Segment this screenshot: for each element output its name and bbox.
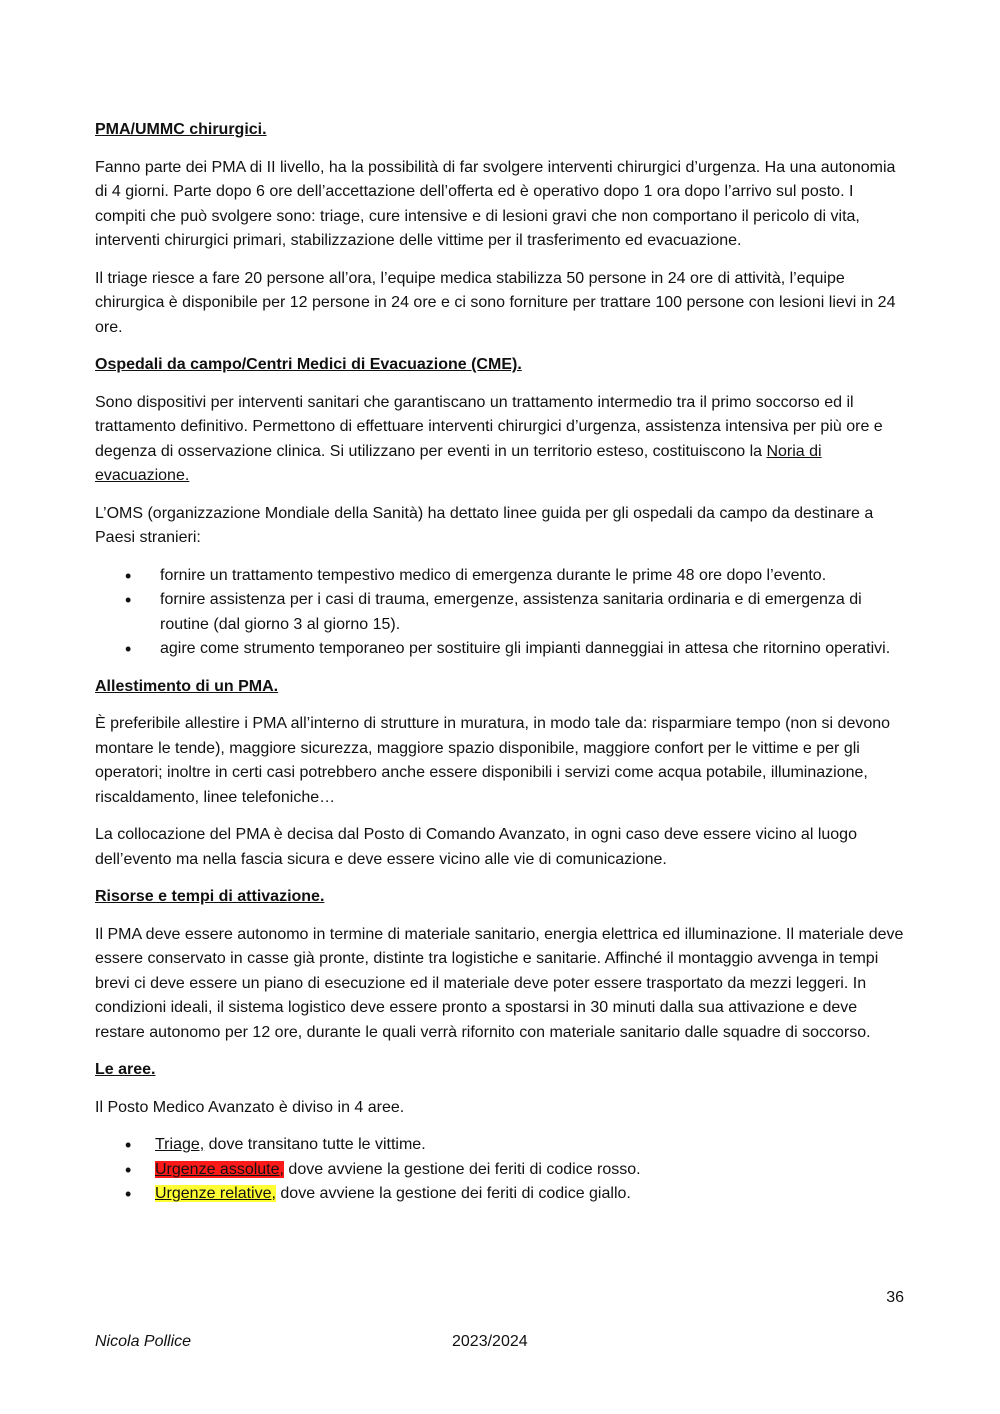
- bullet-icon: •: [125, 1159, 132, 1180]
- area-description: dove transitano tutte le vittime.: [204, 1136, 426, 1153]
- list-item-text: agire come strumento temporaneo per sostituire gli impianti danneggiai in attesa che ritornino operativi.: [160, 640, 891, 657]
- list-item: [95, 1182, 905, 1207]
- bullet-icon: •: [125, 1184, 132, 1204]
- section-heading-risorse: Risorse e tempi di attivazione.: [95, 888, 325, 905]
- page-number: 36: [886, 1289, 904, 1306]
- area-description: dove avviene la gestione dei feriti di codice rosso.: [283, 1160, 641, 1178]
- bullet-icon: •: [125, 565, 132, 586]
- footer-author: Nicola Pollice: [95, 1333, 192, 1350]
- paragraph: L’OMS (organizzazione Mondiale della Sanità) ha dettato linee guida per gli ospedali da campo da destinare a Paesi stranieri:: [95, 504, 874, 546]
- list-item-text: fornire un trattamento tempestivo medico di emergenza durante le prime 48 ore dopo l’evento.: [160, 566, 827, 584]
- list-item: [95, 588, 905, 637]
- area-term-triage: Triage,: [155, 1136, 205, 1153]
- underlined-term: Noria di evacuazione.: [95, 442, 822, 484]
- paragraph: Il PMA deve essere autonomo in termine di materiale sanitario, energia elettrica ed illuminazione. Il materiale deve essere conservato in casse già pronte, distinte tra logistiche e sanitarie. Affinché il montaggio avvenga in tempi brevi ci deve essere un piano di esecuzione ed il materiale deve poter essere trasportato da mezzi leggeri. In condizioni ideali, il sistema logistico deve essere pronto a spostarsi in 30 minuti dalla sua attivazione e deve restare autonomo per 12 ore, durante le quali verrà rifornito con materiale sanitario dalle squadre di soccorso.: [95, 925, 904, 1041]
- section-heading-allestimento: Allestimento di un PMA.: [95, 677, 279, 695]
- list-item: [95, 637, 905, 662]
- section-heading-pma-ummc: PMA/UMMC chirurgici.: [95, 121, 267, 138]
- section-heading-aree: Le aree.: [95, 1061, 156, 1078]
- paragraph-text: Sono dispositivi per interventi sanitari che garantiscano un trattamento intermedio tra il primo soccorso ed il trattamento definitivo. Permettono di effettuare interventi chirurgici d’urgenza, assistenza intensiva per più ore e degenza di osservazione clinica. Si utilizzano per eventi in un territorio esteso, costituiscono la: [95, 393, 883, 460]
- paragraph: Il Posto Medico Avanzato è diviso in 4 aree.: [95, 1098, 405, 1116]
- paragraph: Il triage riesce a fare 20 persone all’ora, l’equipe medica stabilizza 50 persone in 24 ore di attività, l’equipe chirurgica è disponibile per 12 persone in 24 ore e ci sono forniture per trattare 100 persone con lesioni lievi in 24 ore.: [95, 269, 896, 336]
- area-term-urgenze-assolute: Urgenze assolute,: [155, 1160, 284, 1178]
- paragraph: Fanno parte dei PMA di II livello, ha la possibilità di far svolgere interventi chirurgici d’urgenza. Ha una autonomia di 4 giorni. Parte dopo 6 ore dell’accettazione dell’offerta ed è operativo dopo 1 ora dopo l’arrivo sul posto. I compiti che può svolgere sono: triage, cure intensive e di lesioni gravi che non comportano il pericolo di vita, interventi chirurgici primari, stabilizzazione delle vittime per il trasferimento ed evacuazione.: [95, 158, 896, 249]
- bullet-icon: •: [125, 639, 132, 659]
- list-item: [95, 1158, 905, 1183]
- bullet-icon: •: [125, 590, 132, 610]
- paragraph: La collocazione del PMA è decisa dal Posto di Comando Avanzato, in ogni caso deve essere vicino al luogo dell’evento ma nella fascia sicura e deve essere vicino alle vie di comunicazione.: [95, 826, 857, 868]
- bullet-list: [95, 564, 905, 662]
- bullet-icon: •: [125, 1135, 132, 1155]
- list-item: [95, 564, 905, 589]
- area-description: dove avviene la gestione dei feriti di codice giallo.: [275, 1185, 631, 1202]
- list-item-text: fornire assistenza per i casi di trauma, emergenze, assistenza sanitaria ordinaria e di emergenza di routine (dal giorno 3 al giorno 15).: [160, 591, 862, 633]
- paragraph: [95, 391, 905, 489]
- document-body: [95, 118, 905, 1207]
- paragraph: È preferibile allestire i PMA all’interno di strutture in muratura, in modo tale da: risparmiare tempo (non si devono montare le tende), maggiore sicurezza, maggiore spazio disponibile, maggiore confort per le vittime e per gli operatori; inoltre in certi casi potrebbero anche essere disponibili i servizi come acqua potabile, illuminazione, riscaldamento, linee telefoniche…: [95, 715, 891, 806]
- footer-year: 2023/2024: [452, 1333, 528, 1350]
- section-heading-ospedali: Ospedali da campo/Centri Medici di Evacuazione (CME).: [95, 356, 522, 373]
- area-term-urgenze-relative: Urgenze relative,: [155, 1185, 276, 1202]
- areas-list: [95, 1133, 905, 1207]
- list-item: [95, 1133, 905, 1158]
